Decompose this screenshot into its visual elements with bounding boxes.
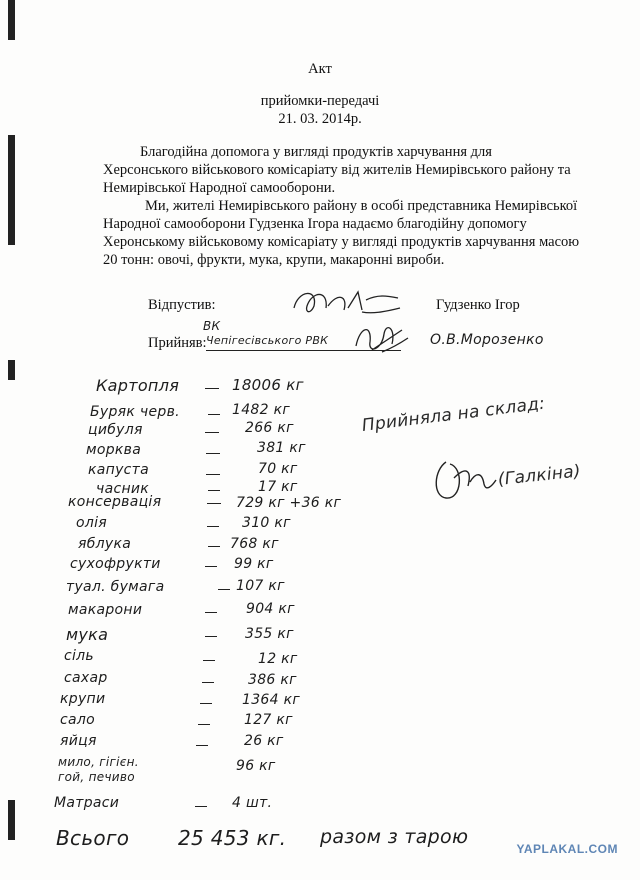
released-name: Гудзенко Ігор xyxy=(436,297,520,313)
item-qty: 107 кг xyxy=(236,578,285,594)
item-qty: 12 кг xyxy=(258,651,298,667)
item-name: макарони xyxy=(68,602,143,618)
watermark: YAPLAKAL.COM xyxy=(516,842,618,856)
body-line: Херонському військовому комісаріату у вигляді продуктів харчування масою xyxy=(103,234,580,250)
received-name: О.В.Морозенко xyxy=(430,332,544,348)
item-name: Матраси xyxy=(54,795,120,811)
warehouse-signature xyxy=(432,456,502,504)
received-label: Прийняв: xyxy=(148,335,207,351)
warehouse-note: Прийняла на склад: xyxy=(360,393,547,436)
item-qty: 127 кг xyxy=(244,712,293,728)
item-dash xyxy=(205,388,219,389)
item-qty: 26 кг xyxy=(244,733,284,749)
item-dash xyxy=(207,526,219,527)
item-qty: 729 кг +36 кг xyxy=(236,495,342,511)
item-name: олія xyxy=(76,515,108,531)
item-qty: 70 кг xyxy=(258,461,298,477)
document-title: Акт xyxy=(308,61,332,77)
item-qty: 96 кг xyxy=(236,758,276,774)
warehouse-signer: (Галкіна) xyxy=(496,461,582,490)
released-label: Відпустив: xyxy=(148,297,216,313)
document-subtitle: прийомки-передачі xyxy=(260,93,380,109)
item-dash xyxy=(208,490,220,491)
item-dash xyxy=(205,636,217,637)
item-dash xyxy=(208,414,220,415)
item-qty: 1482 кг xyxy=(232,402,290,418)
item-name: капуста xyxy=(88,462,150,478)
item-dash xyxy=(205,432,219,433)
item-qty: 310 кг xyxy=(242,515,291,531)
intro-line: Херсонського військового комісаріату від жителів Немирівського району та xyxy=(103,162,571,178)
body-line: 20 тонн: овочі, фрукти, мука, крупи, макаронні вироби. xyxy=(103,252,445,268)
item-qty: 18006 кг xyxy=(232,376,304,394)
total-label: Всього xyxy=(56,826,130,850)
item-dash xyxy=(218,589,230,590)
item-name: мука xyxy=(66,625,109,644)
intro-line: Немирівської Народної самооборони. xyxy=(103,180,336,196)
item-name: консервація xyxy=(68,494,162,510)
item-dash xyxy=(196,745,208,746)
item-name: Картопля xyxy=(96,376,180,395)
total-note: разом з тарою xyxy=(320,826,469,848)
item-name: крупи xyxy=(60,691,106,707)
item-dash xyxy=(206,453,220,454)
item-name: сало xyxy=(60,712,95,728)
item-dash xyxy=(202,682,214,683)
intro-line: Благодійна допомога у вигляді продуктів харчування для xyxy=(140,144,492,160)
total-value: 25 453 кг. xyxy=(178,826,287,850)
item-name: часник xyxy=(96,481,150,497)
item-qty: 17 кг xyxy=(258,479,298,495)
item-name: сухофрукти xyxy=(70,556,161,572)
item-dash xyxy=(208,546,220,547)
received-unit-top: ВК xyxy=(203,319,221,333)
item-dash xyxy=(200,703,212,704)
item-qty: 99 кг xyxy=(234,556,274,572)
item-name-continued: гой, печиво xyxy=(58,770,135,784)
item-name: морква xyxy=(86,442,142,458)
item-name: туал. бумага xyxy=(66,579,165,595)
item-dash xyxy=(207,503,221,504)
item-dash xyxy=(203,660,215,661)
item-name: Буряк черв. xyxy=(90,404,180,420)
body-line: Ми, жителі Немирівського району в особі представника Немирівської xyxy=(145,198,578,214)
item-name: сахар xyxy=(64,670,108,686)
received-signature xyxy=(352,320,412,356)
item-name: мило, гігієн. xyxy=(58,755,139,769)
item-qty: 381 кг xyxy=(257,440,306,456)
item-qty: 904 кг xyxy=(246,601,295,617)
item-dash xyxy=(205,566,217,567)
item-qty: 4 шт. xyxy=(232,795,273,811)
item-qty: 355 кг xyxy=(245,626,294,642)
item-name: яблука xyxy=(78,536,132,552)
document-date: 21. 03. 2014р. xyxy=(278,111,362,127)
item-dash xyxy=(205,612,217,613)
body-line: Народної самооборони Гудзенка Ігора надаємо благодійну допомогу xyxy=(103,216,527,232)
item-dash xyxy=(198,724,210,725)
received-unit: Чепігесівського РВК xyxy=(206,334,329,347)
released-signature xyxy=(288,286,408,320)
item-dash xyxy=(206,474,220,475)
item-name: сіль xyxy=(64,648,94,664)
item-qty: 386 кг xyxy=(248,672,297,688)
binding-edge xyxy=(8,0,16,880)
item-qty: 1364 кг xyxy=(242,692,300,708)
item-dash xyxy=(195,806,207,807)
item-qty: 768 кг xyxy=(230,536,279,552)
item-name: цибуля xyxy=(88,422,143,438)
item-qty: 266 кг xyxy=(245,420,294,436)
item-name: яйця xyxy=(60,733,97,749)
